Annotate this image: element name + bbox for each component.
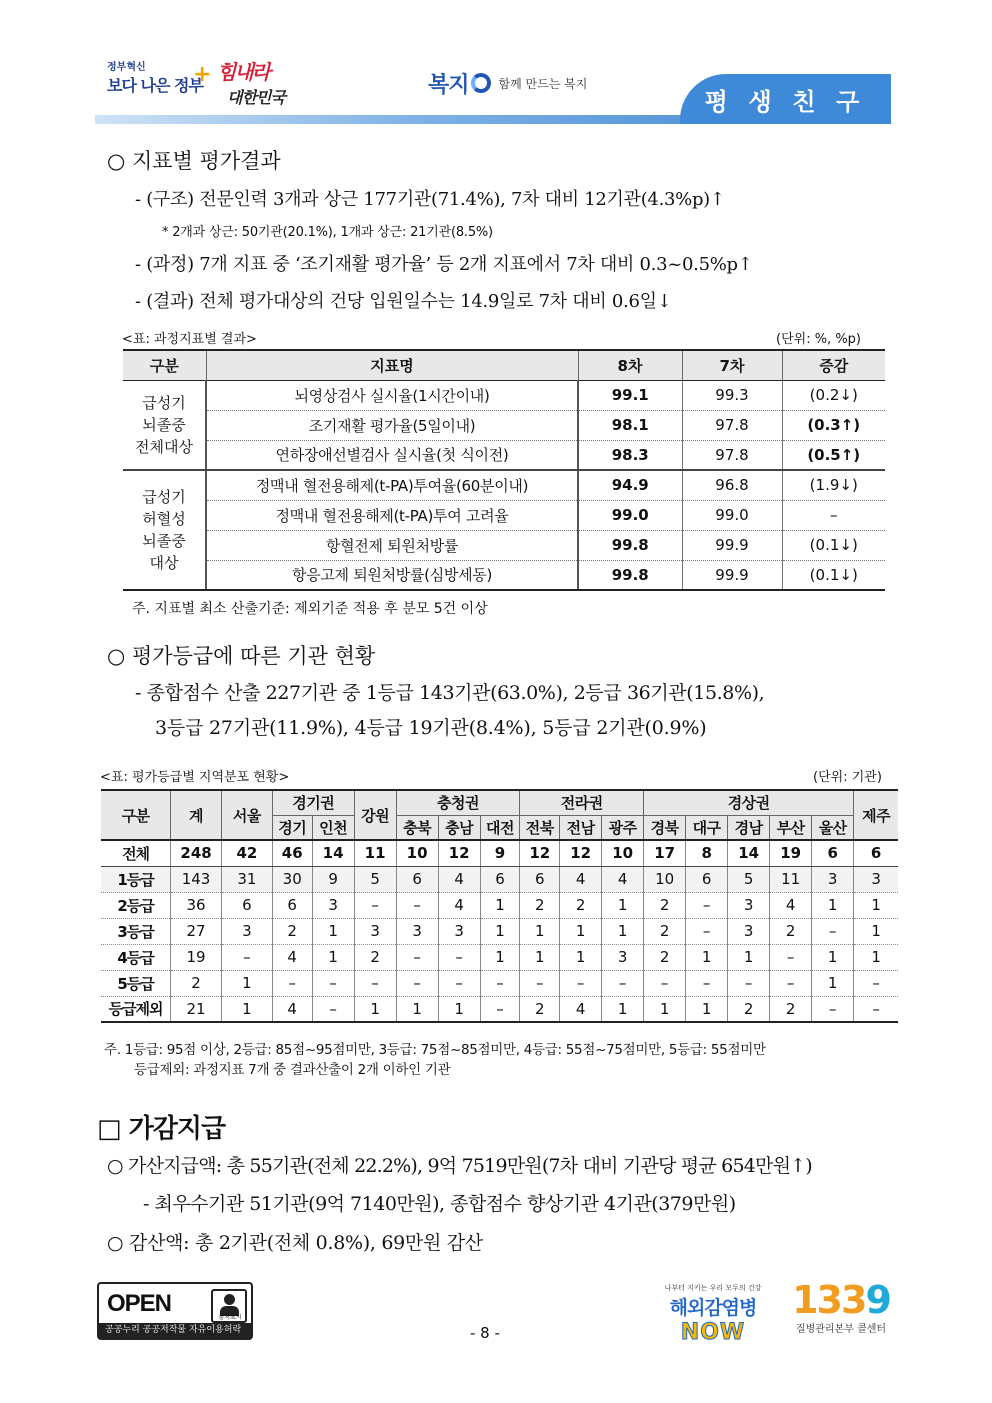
table-cell: 4 (770, 892, 812, 918)
sub-header: 충북 (396, 815, 438, 840)
table-cell: 4 (560, 866, 602, 892)
table-header-row (123, 350, 885, 380)
result-line: - (결과) 전체 평가대상의 건당 입원일수는 14.9일로 7차 대비 0.6일↓ (135, 291, 672, 312)
table-cell: – (312, 996, 354, 1022)
gov-innovation-logo: 정부혁신 보다 나은 정부 + (107, 62, 212, 95)
table-cell: 1 (312, 918, 354, 944)
value-8th: 99.1 (578, 380, 682, 410)
value-7th: 99.0 (682, 500, 782, 530)
table-cell: 2 (354, 944, 396, 970)
table-cell: – (854, 970, 898, 996)
col-header-gubun: 구분 (101, 790, 171, 840)
table-cell: 46 (272, 840, 312, 866)
table-cell: – (854, 996, 898, 1022)
table-cell: 10 (396, 840, 438, 866)
table-cell: 19 (770, 840, 812, 866)
table-cell: 11 (770, 866, 812, 892)
table-cell: 6 (812, 840, 854, 866)
header-tab: 평 생 친 구 (680, 74, 891, 124)
table2-caption: <표: 평가등급별 지역분포 현황> (100, 770, 290, 785)
table-cell: 1 (221, 970, 272, 996)
indicator-name: 정맥내 혈전용해제(t-PA)투여 고려율 (206, 500, 578, 530)
table-cell: 1 (312, 944, 354, 970)
table-cell: 12 (560, 840, 602, 866)
table-cell: 1 (686, 944, 728, 970)
table-cell: 248 (171, 840, 222, 866)
sub-header: 전남 (560, 815, 602, 840)
call-center-1339-logo: 1339 질병관리본부 콜센터 (792, 1278, 890, 1335)
sub-header: 전북 (520, 815, 560, 840)
table-cell: 5 (728, 866, 770, 892)
table-cell: 1 (520, 918, 560, 944)
table-cell: 19 (171, 944, 222, 970)
table-cell: – (686, 892, 728, 918)
table-cell: 2 (644, 944, 686, 970)
table-cell: 1 (438, 996, 480, 1022)
table-cell: – (644, 970, 686, 996)
table-row (101, 866, 898, 892)
table-cell: 10 (644, 866, 686, 892)
table-cell: – (686, 970, 728, 996)
section2-heading: ○ 평가등급에 따른 기관 현황 (107, 644, 376, 668)
table-cell: 5 (354, 866, 396, 892)
table-cell: 6 (221, 892, 272, 918)
table-cell: 3 (602, 944, 644, 970)
value-change: (0.1↓) (782, 530, 885, 560)
table-cell: – (520, 970, 560, 996)
table-cell: – (770, 970, 812, 996)
table-row (101, 892, 898, 918)
table-cell: 1 (560, 918, 602, 944)
col-header: 지표명 (206, 350, 578, 380)
table-cell: 1 (354, 996, 396, 1022)
table-cell: 27 (171, 918, 222, 944)
value-change: – (782, 500, 885, 530)
table-cell: 14 (728, 840, 770, 866)
structure-note: * 2개과 상근: 50기관(20.1%), 1개과 상근: 21기관(8.5%) (162, 225, 493, 240)
table-cell: 2 (520, 892, 560, 918)
row-label: 1등급 (101, 866, 171, 892)
sub-header: 대구 (686, 815, 728, 840)
attribution-icon: 출처표시 (211, 1289, 247, 1323)
col-header-jeju: 제주 (854, 790, 898, 840)
table1-footnote: 주. 지표별 최소 산출기준: 제외기준 적용 후 분모 5건 이상 (132, 601, 488, 617)
table-cell: 2 (770, 918, 812, 944)
table-cell: 1 (602, 996, 644, 1022)
table-cell: 1 (812, 892, 854, 918)
korea-slogan-logo: 힘내라 대한민국 (217, 60, 285, 107)
table-cell: 1 (854, 944, 898, 970)
value-change: (0.5↑) (782, 440, 885, 470)
table-cell: 3 (354, 918, 396, 944)
section1-heading: ○ 지표별 평가결과 (107, 149, 281, 173)
table-cell: 3 (812, 866, 854, 892)
value-7th: 99.9 (682, 560, 782, 590)
table-cell: – (480, 996, 520, 1022)
infectious-disease-now-logo: 나부터 지키는 우리 모두의 건강 해외감염병 NOW (664, 1284, 762, 1345)
col-header-gyeonggi: 경기권 (272, 790, 354, 815)
value-change: (0.3↑) (782, 410, 885, 440)
value-8th: 98.3 (578, 440, 682, 470)
group-label-ischemic: 급성기 허혈성 뇌졸중 대상 (123, 470, 206, 590)
indicator-name: 항응고제 퇴원처방률(심방세동) (206, 560, 578, 590)
table-cell: 21 (171, 996, 222, 1022)
table-cell: 4 (438, 892, 480, 918)
table-cell: 6 (854, 840, 898, 866)
table-cell: 1 (602, 892, 644, 918)
table-cell: 2 (644, 918, 686, 944)
table-row (123, 470, 885, 500)
table-cell: 4 (272, 944, 312, 970)
table-cell: 2 (560, 892, 602, 918)
table-cell: 6 (686, 866, 728, 892)
col-header-chungcheong: 충청권 (396, 790, 520, 815)
indicator-name: 정맥내 혈전용해제(t-PA)투여율(60분이내) (206, 470, 578, 500)
table-cell: 9 (480, 840, 520, 866)
table-cell: 1 (644, 996, 686, 1022)
table-cell: 6 (520, 866, 560, 892)
table-cell: – (480, 970, 520, 996)
table-cell: – (728, 970, 770, 996)
col-header-seoul: 서울 (221, 790, 272, 840)
sub-header: 광주 (602, 815, 644, 840)
value-8th: 99.0 (578, 500, 682, 530)
grade-region-table (101, 789, 898, 1023)
row-label: 5등급 (101, 970, 171, 996)
row-label: 전체 (101, 840, 171, 866)
kogl-open-logo: OPEN 출처표시 공공누리 공공저작물 자유이용허락 (97, 1282, 253, 1340)
table-cell: 1 (728, 944, 770, 970)
table-cell: – (312, 970, 354, 996)
table-row (123, 530, 885, 560)
col-header: 증감 (782, 350, 885, 380)
bokji-ring-icon (471, 73, 491, 93)
table-cell: 3 (438, 918, 480, 944)
table-cell: 11 (354, 840, 396, 866)
value-change: (0.1↓) (782, 560, 885, 590)
table-cell: – (272, 970, 312, 996)
value-change: (0.2↓) (782, 380, 885, 410)
table-cell: 17 (644, 840, 686, 866)
table-cell: 6 (480, 866, 520, 892)
table-cell: 1 (686, 996, 728, 1022)
sub-header: 울산 (812, 815, 854, 840)
grade-region-body (101, 840, 898, 1022)
table-cell: 2 (520, 996, 560, 1022)
row-label: 4등급 (101, 944, 171, 970)
sub-header: 부산 (770, 815, 812, 840)
page-number: - 8 - (470, 1324, 500, 1342)
table-cell: 8 (686, 840, 728, 866)
table-cell: – (221, 944, 272, 970)
table-row (101, 944, 898, 970)
table-cell: 6 (272, 892, 312, 918)
sub-header: 인천 (312, 815, 354, 840)
table-cell: – (354, 892, 396, 918)
value-8th: 98.1 (578, 410, 682, 440)
add-payment-line: ○ 가산지급액: 총 55기관(전체 22.2%), 9억 7519만원(7차 대비 기관당 평균 654만원↑) (107, 1155, 812, 1177)
table-cell: 1 (812, 944, 854, 970)
table-row (123, 500, 885, 530)
col-header: 구분 (123, 350, 206, 380)
table-cell: 14 (312, 840, 354, 866)
table-cell: 3 (396, 918, 438, 944)
table-cell: 1 (854, 918, 898, 944)
table-header-row (101, 790, 898, 815)
table-cell: 31 (221, 866, 272, 892)
row-label: 2등급 (101, 892, 171, 918)
grade-summary-line1: - 종합점수 산출 227기관 중 1등급 143기관(63.0%), 2등급 36기관(15.8%), (135, 682, 765, 704)
plus-icon: + (193, 62, 212, 87)
table-row (101, 996, 898, 1022)
row-label: 3등급 (101, 918, 171, 944)
value-7th: 99.3 (682, 380, 782, 410)
table-cell: – (396, 970, 438, 996)
indicator-name: 연하장애선별검사 실시율(첫 식이전) (206, 440, 578, 470)
row-label: 등급제외 (101, 996, 171, 1022)
table-cell: 1 (480, 944, 520, 970)
table-cell: 1 (602, 918, 644, 944)
table-cell: – (438, 970, 480, 996)
table-cell: 12 (520, 840, 560, 866)
table-cell: 3 (728, 918, 770, 944)
table-cell: 1 (396, 996, 438, 1022)
table-cell: 1 (812, 970, 854, 996)
section3-title: □ 가감지급 (97, 1114, 226, 1144)
col-header: 7차 (682, 350, 782, 380)
table-cell: 4 (560, 996, 602, 1022)
table-cell: – (602, 970, 644, 996)
table-cell: 36 (171, 892, 222, 918)
table-row (123, 410, 885, 440)
col-header-jeolla: 전라권 (520, 790, 644, 815)
table-row (123, 560, 885, 590)
table-row (101, 918, 898, 944)
table-cell: 9 (312, 866, 354, 892)
table-cell: – (354, 970, 396, 996)
table-cell: 2 (770, 996, 812, 1022)
value-7th: 96.8 (682, 470, 782, 500)
table-cell: – (812, 996, 854, 1022)
sub-header: 대전 (480, 815, 520, 840)
table1-unit: (단위: %, %p) (776, 332, 861, 347)
table-row (101, 840, 898, 866)
sub-header: 경기 (272, 815, 312, 840)
table2-unit: (단위: 기관) (813, 770, 882, 785)
value-7th: 97.8 (682, 440, 782, 470)
value-7th: 97.8 (682, 410, 782, 440)
process-line: - (과정) 7개 지표 중 ‘조기재활 평가율’ 등 2개 지표에서 7차 대비 0.3~0.5%p↑ (135, 254, 753, 275)
sub-header: 충남 (438, 815, 480, 840)
table-row (123, 380, 885, 410)
table-cell: 4 (602, 866, 644, 892)
table-cell: 143 (171, 866, 222, 892)
table-cell: 1 (221, 996, 272, 1022)
table-cell: 3 (221, 918, 272, 944)
table-cell: 2 (644, 892, 686, 918)
col-header-total: 계 (171, 790, 222, 840)
bokji-logo: 복지 함께 만드는 복지 (428, 72, 588, 98)
table-cell: 3 (312, 892, 354, 918)
table-cell: 42 (221, 840, 272, 866)
table-cell: – (812, 918, 854, 944)
value-8th: 99.8 (578, 530, 682, 560)
table-cell: – (770, 944, 812, 970)
table-row (101, 970, 898, 996)
value-7th: 99.9 (682, 530, 782, 560)
table-cell: 2 (171, 970, 222, 996)
table-cell: – (396, 944, 438, 970)
structure-line: - (구조) 전문인력 3개과 상근 177기관(71.4%), 7차 대비 12기관(4.3%p)↑ (135, 189, 725, 210)
col-header-gangwon: 강원 (354, 790, 396, 840)
value-8th: 94.9 (578, 470, 682, 500)
reduce-payment-line: ○ 감산액: 총 2기관(전체 0.8%), 69만원 감산 (107, 1232, 483, 1254)
value-8th: 99.8 (578, 560, 682, 590)
indicator-name: 뇌영상검사 실시율(1시간이내) (206, 380, 578, 410)
table-cell: 12 (438, 840, 480, 866)
add-payment-sub: - 최우수기관 51기관(9억 7140만원), 종합점수 향상기관 4기관(379만원) (143, 1193, 736, 1215)
sub-header: 경남 (728, 815, 770, 840)
table2-footnote1: 주. 1등급: 95점 이상, 2등급: 85점~95점미만, 3등급: 75점~85점미만, 4등급: 55점~75점미만, 5등급: 55점미만 (104, 1042, 766, 1058)
table-cell: – (560, 970, 602, 996)
table-cell: 2 (728, 996, 770, 1022)
page-header (95, 40, 891, 124)
table-cell: 1 (560, 944, 602, 970)
table-cell: 6 (396, 866, 438, 892)
sub-header: 경북 (644, 815, 686, 840)
table-cell: 3 (728, 892, 770, 918)
col-header: 8차 (578, 350, 682, 380)
table-cell: – (396, 892, 438, 918)
table-cell: 4 (438, 866, 480, 892)
group-label-stroke-all: 급성기 뇌졸중 전체대상 (123, 380, 206, 470)
table-cell: 1 (480, 892, 520, 918)
table-cell: 4 (272, 996, 312, 1022)
table-cell: 10 (602, 840, 644, 866)
indicator-name: 조기재활 평가율(5일이내) (206, 410, 578, 440)
table-cell: 3 (854, 866, 898, 892)
indicator-name: 항혈전제 퇴원처방률 (206, 530, 578, 560)
table-cell: 1 (480, 918, 520, 944)
table-cell: 30 (272, 866, 312, 892)
table-cell: – (686, 918, 728, 944)
table2-footnote2: 등급제외: 과정지표 7개 중 결과산출이 2개 이하인 기관 (134, 1062, 451, 1078)
table-row (123, 440, 885, 470)
table1-caption: <표: 과정지표별 결과> (122, 332, 257, 347)
grade-summary-line2: 3등급 27기관(11.9%), 4등급 19기관(8.4%), 5등급 2기관(0.9%) (155, 717, 707, 739)
table-cell: 2 (272, 918, 312, 944)
col-header-gyeongsang: 경상권 (644, 790, 854, 815)
value-change: (1.9↓) (782, 470, 885, 500)
table-cell: 1 (854, 892, 898, 918)
process-indicator-table (123, 349, 885, 591)
table-cell: – (438, 944, 480, 970)
table-cell: 1 (520, 944, 560, 970)
